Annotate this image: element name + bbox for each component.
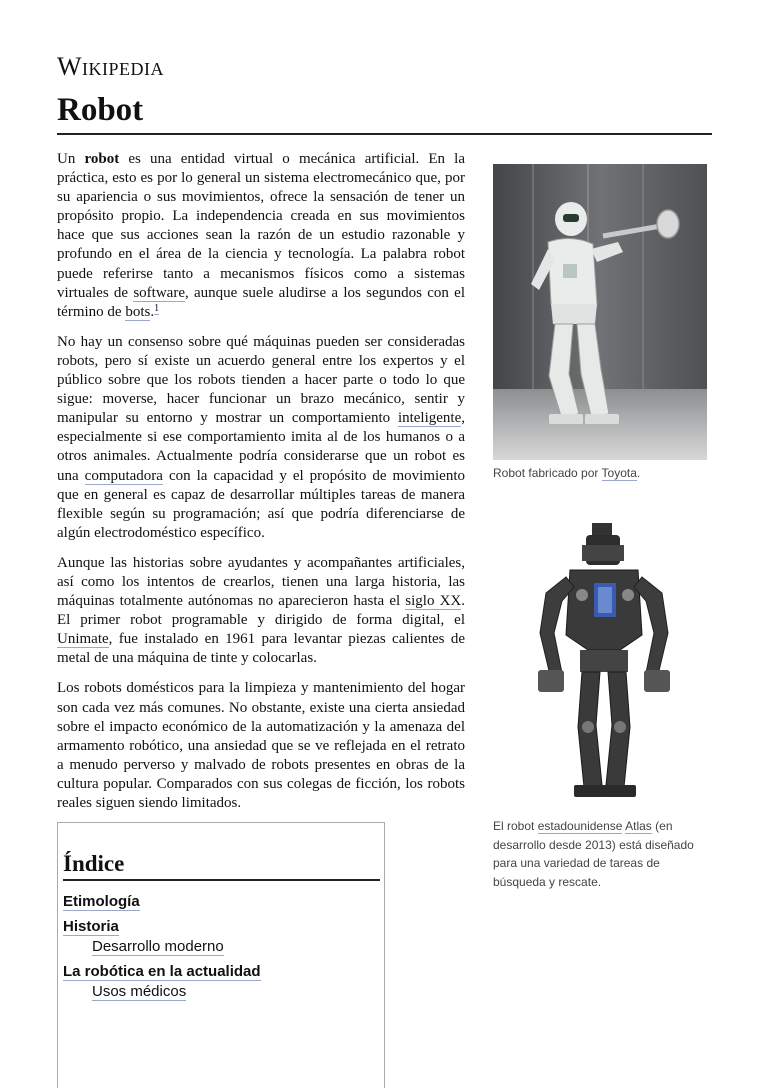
article-body bbox=[57, 150, 465, 824]
figure-toyota-robot[interactable] bbox=[493, 164, 707, 460]
toc-title: Índice bbox=[63, 851, 125, 876]
paragraph-2: No hay un consenso sobre qué máquinas pueden ser consideradas robots, pero sí existe un acuerdo general entre los expertos y el público sobre que los robots tienden a hacer parte o todo lo que sigue: moverse, hacer funcionar un brazo mecánico, sentir y manipular su entorno y mostrar un comportamiento inteligente, especialmente si ese comportamiento imita al de los humanos o a otros animales. Actualmente podría considerarse que un robot es una computadora con la capacidad y el propósito de movimiento que en general es capaz de desarrollar múltiples tareas de manera flexible según su programación; así que podría diferenciarse de algún electrodoméstico específico. bbox=[57, 333, 465, 541]
paragraph-3: Aunque las historias sobre ayudantes y acompañantes artificiales, así como los intentos de crearlos, tienen una larga historia, las máquinas totalmente autónomas no aparecieron hasta el siglo XX. El primer robot programable y dirigido de forma digital, el Unimate, fue instalado en 1961 para levantar piezas calientes de metal de una máquina de tinte y colocarlas. bbox=[57, 554, 465, 667]
link-siglo-xx[interactable]: siglo XX bbox=[405, 593, 462, 610]
link-bots[interactable]: bots bbox=[125, 303, 151, 320]
bold-term: robot bbox=[84, 151, 120, 167]
link-unimate[interactable]: Unimate bbox=[57, 631, 109, 648]
wikipedia-logo: Wikipedia bbox=[57, 52, 165, 81]
toc-item-robotica-actualidad[interactable]: La robótica en la actualidad bbox=[63, 963, 261, 980]
toc-list bbox=[63, 887, 261, 1002]
page-title: Robot bbox=[57, 92, 144, 128]
link-atlas[interactable]: Atlas bbox=[625, 819, 652, 833]
link-software[interactable]: software bbox=[133, 284, 185, 301]
atlas-robot-image bbox=[524, 515, 684, 812]
toc-item-usos-medicos[interactable]: Usos médicos bbox=[92, 983, 187, 1000]
caption-toyota-robot: Robot fabricado por Toyota. bbox=[493, 466, 641, 480]
toc-item-historia[interactable]: Historia bbox=[63, 918, 119, 935]
title-divider bbox=[57, 133, 712, 135]
toyota-robot-image bbox=[493, 164, 707, 460]
link-inteligente[interactable]: inteligente bbox=[397, 410, 462, 427]
figure-atlas-robot[interactable] bbox=[524, 515, 684, 812]
toc-item-desarrollo-moderno[interactable]: Desarrollo moderno bbox=[92, 938, 224, 955]
link-computadora[interactable]: computadora bbox=[84, 467, 163, 484]
toc-item-etimologia[interactable]: Etimología bbox=[63, 893, 140, 910]
link-estadounidense[interactable]: estadounidense bbox=[537, 819, 623, 833]
paragraph-1: Un robot es una entidad virtual o mecánica artificial. En la práctica, esto es por lo general un sistema electromecánico que, por su apariencia o sus movimientos, ofrece la sensación de tener un propósito propio. La independencia creada en sus movimientos hace que sus acciones sean la razón de un estudio razonable y profundo en el área de la ciencia y tecnología. La palabra robot puede referirse tanto a mecanismos físicos como a sistemas virtuales de software, aunque suele aludirse a los segundos con el término de bots.$^1$ bbox=[57, 151, 465, 320]
caption-atlas-robot: El robot estadounidense Atlas (en desarrollo desde 2013) está diseñado para una variedad de tareas de búsqueda y rescate. bbox=[493, 819, 694, 889]
reference-1[interactable]: 1 bbox=[154, 302, 160, 314]
paragraph-4: Los robots domésticos para la limpieza y mantenimiento del hogar son cada vez más comunes. No obstante, existe una cierta ansiedad sobre el impacto económico de la automatización y la amenaza del armamento robótico, una ansiedad que se ve reflejada en el retrato a menudo perverso y malvado de robots presentes en obras de la cultura popular. Comparados con sus colegas de ficción, los robots reales siguen siendo limitados. bbox=[57, 680, 465, 811]
toc-divider bbox=[63, 879, 380, 881]
table-of-contents bbox=[57, 822, 385, 1088]
link-toyota[interactable]: Toyota bbox=[601, 466, 637, 480]
